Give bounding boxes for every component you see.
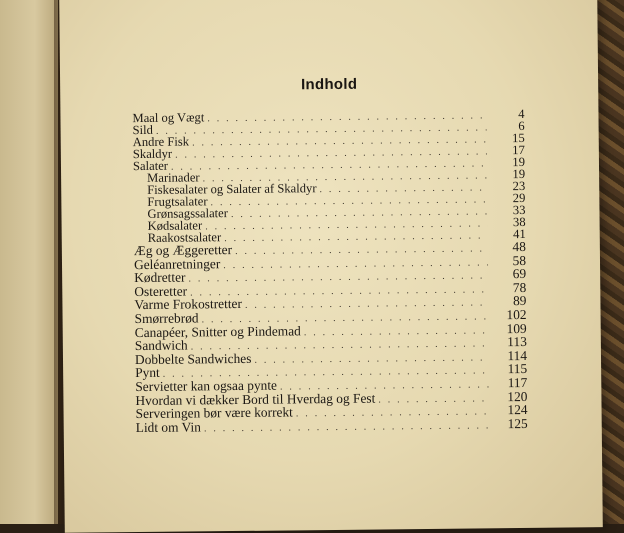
toc-label: Fiskesalater og Salater af Skaldyr xyxy=(147,181,317,197)
facing-page-edge xyxy=(0,0,58,524)
toc-page-number: 4 xyxy=(518,106,525,122)
page-title: Indhold xyxy=(300,75,358,94)
toc-label: Servietter kan ogsaa pynte xyxy=(135,377,278,394)
toc-label: Marinader xyxy=(147,170,200,185)
book-page xyxy=(59,0,603,533)
toc-page-number: 48 xyxy=(512,238,526,255)
toc-label: Lidt om Vin xyxy=(135,419,201,435)
toc-page-number: 117 xyxy=(507,374,528,391)
toc-page-number: 19 xyxy=(512,166,526,182)
toc-page-number: 125 xyxy=(507,415,528,431)
toc-label: Serveringen bør være korrekt xyxy=(135,404,293,422)
toc-page-number: 89 xyxy=(512,293,527,309)
toc-page-number: 109 xyxy=(506,320,527,336)
toc-label: Kødsalater xyxy=(147,218,203,233)
toc-page-number: 78 xyxy=(512,279,527,295)
toc-page-number: 29 xyxy=(512,190,526,206)
toc-label: Smørrebrød xyxy=(134,310,199,327)
toc-page-number: 6 xyxy=(518,118,525,134)
toc-label: Geléanretninger xyxy=(133,255,221,272)
toc-label: Kødretter xyxy=(134,269,186,286)
leader-dots xyxy=(204,419,490,436)
toc-label: Andre Fisk xyxy=(132,134,190,150)
toc-page-number: 23 xyxy=(512,178,526,194)
toc-page-number: 113 xyxy=(507,334,527,350)
toc-label: Hvordan vi dækker Bord til Hverdag og Fest xyxy=(135,390,376,408)
toc-page-number: 102 xyxy=(506,306,527,323)
toc-label: Osteretter xyxy=(134,283,188,299)
toc-label: Raakostsalater xyxy=(147,230,222,245)
toc-label: Skaldyr xyxy=(132,146,173,162)
toc-page-number: 41 xyxy=(513,226,526,242)
toc-page-number: 38 xyxy=(512,214,526,230)
toc-label: Varme Frokostretter xyxy=(134,296,242,313)
toc-page-number: 58 xyxy=(512,252,527,268)
toc-entry xyxy=(136,417,528,435)
toc-label: Dobbelte Sandwiches xyxy=(134,350,252,367)
toc-label: Sild xyxy=(132,122,153,138)
toc-page-number: 17 xyxy=(512,142,525,158)
toc-label: Salater xyxy=(132,158,169,174)
toc-label: Maal og Vægt xyxy=(132,110,205,126)
toc-page-number: 69 xyxy=(512,266,527,282)
toc-page-number: 124 xyxy=(507,402,528,418)
toc-page-number: 114 xyxy=(507,347,528,363)
toc-page-number: 33 xyxy=(512,202,526,218)
toc-label: Canapéer, Snitter og Pindemad xyxy=(134,322,301,340)
toc-label: Grønsagssalater xyxy=(147,206,228,221)
toc-label: Pynt xyxy=(135,365,160,381)
toc-page-number: 15 xyxy=(512,130,525,146)
toc-label: Æg og Æggeretter xyxy=(133,242,233,259)
toc-page-number: 120 xyxy=(507,388,528,404)
toc-page-number: 115 xyxy=(507,361,528,377)
table-of-contents xyxy=(132,108,527,434)
toc-label: Frugtsalater xyxy=(147,194,208,209)
toc-label: Sandwich xyxy=(134,337,188,354)
toc-page-number: 19 xyxy=(512,154,526,170)
